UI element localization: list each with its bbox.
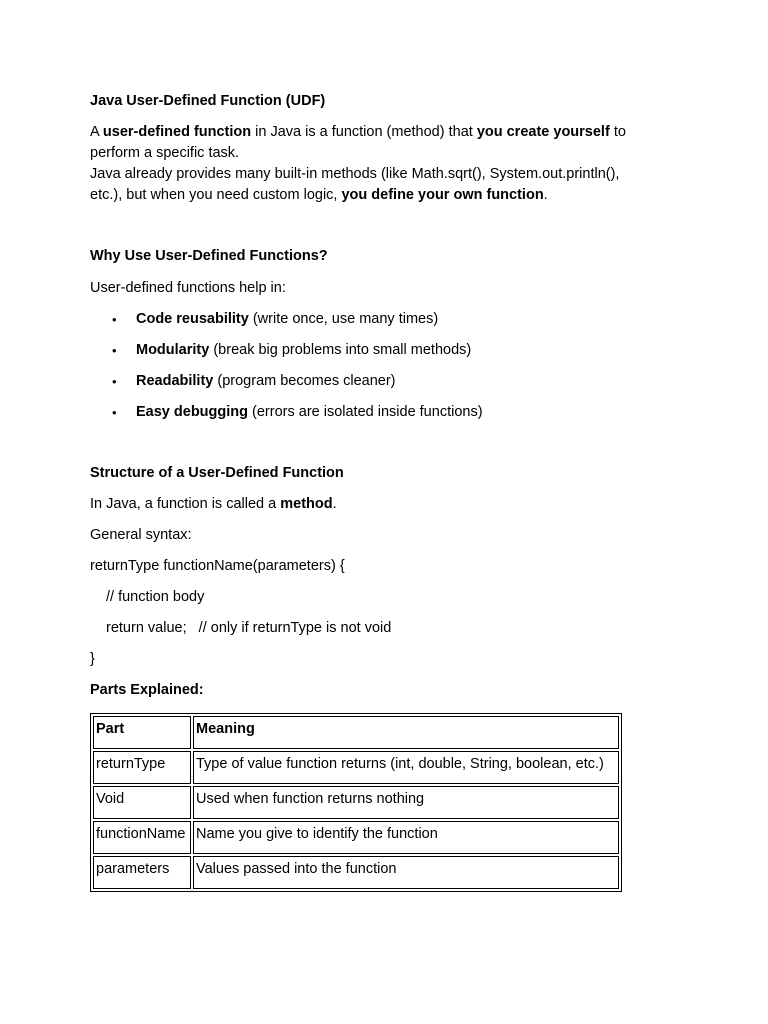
structure-text: . (332, 496, 337, 512)
bullet-icon: • (112, 312, 117, 327)
table-row (93, 751, 619, 784)
table-cell: Void (93, 786, 191, 819)
table-header-row (93, 716, 619, 749)
table-row (93, 786, 619, 819)
table-cell: Used when function returns nothing (193, 786, 619, 819)
intro-bold: you define your own function (341, 187, 544, 203)
list-item-desc: (errors are isolated inside functions) (248, 404, 483, 420)
table-cell: Type of value function returns (int, double, String, boolean, etc.) (193, 751, 619, 784)
list-item-desc: (break big problems into small methods) (209, 342, 472, 358)
structure-heading: Structure of a User-Defined Function (90, 465, 344, 481)
list-item-desc: (program becomes cleaner) (213, 373, 396, 389)
list-item (90, 371, 483, 402)
list-item-term: Code reusability (136, 311, 249, 327)
intro-text: Java already provides many built-in methods (like Math.sqrt(), System.out.println(), etc.), but when you need custom logic, (90, 166, 620, 203)
code-line-close: } (90, 651, 95, 667)
bullet-icon: • (112, 374, 117, 389)
list-item-term: Easy debugging (136, 404, 248, 420)
intro-paragraph-1 (90, 122, 648, 164)
table-header-cell: Part (93, 716, 191, 749)
code-line-comment: // function body (106, 589, 205, 605)
table-cell: Values passed into the function (193, 856, 619, 889)
structure-bold: method (280, 496, 333, 512)
table-cell: returnType (93, 751, 191, 784)
list-item (90, 340, 483, 371)
parts-table (90, 713, 622, 892)
intro-text: . (543, 187, 548, 203)
table-row (93, 856, 619, 889)
syntax-label: General syntax: (90, 527, 192, 543)
structure-line (90, 494, 648, 515)
table-row (93, 821, 619, 854)
why-lead: User-defined functions help in: (90, 280, 286, 296)
code-line-signature: returnType functionName(parameters) { (90, 558, 345, 574)
bullet-icon: • (112, 405, 117, 420)
why-heading: Why Use User-Defined Functions? (90, 248, 328, 264)
table-header-cell: Meaning (193, 716, 619, 749)
intro-bold: user-defined function (102, 124, 252, 140)
table-cell: functionName (93, 821, 191, 854)
intro-text: in Java is a function (method) that (251, 124, 477, 140)
bullet-icon: • (112, 343, 117, 358)
intro-text: A (90, 124, 103, 140)
table-cell: parameters (93, 856, 191, 889)
list-item-term: Readability (136, 373, 214, 389)
structure-text: In Java, a function is called a (90, 496, 281, 512)
benefits-list (90, 309, 483, 433)
list-item (90, 402, 483, 433)
document-title: Java User-Defined Function (UDF) (90, 93, 326, 109)
code-line-return: return value; // only if returnType is not void (106, 620, 392, 636)
parts-heading: Parts Explained: (90, 682, 204, 698)
list-item (90, 309, 483, 340)
intro-bold: you create yourself (476, 124, 610, 140)
list-item-desc: (write once, use many times) (248, 311, 439, 327)
intro-text: to perform a specific task. (90, 124, 626, 161)
intro-paragraph-2 (90, 164, 648, 206)
list-item-term: Modularity (136, 342, 210, 358)
table-cell: Name you give to identify the function (193, 821, 619, 854)
